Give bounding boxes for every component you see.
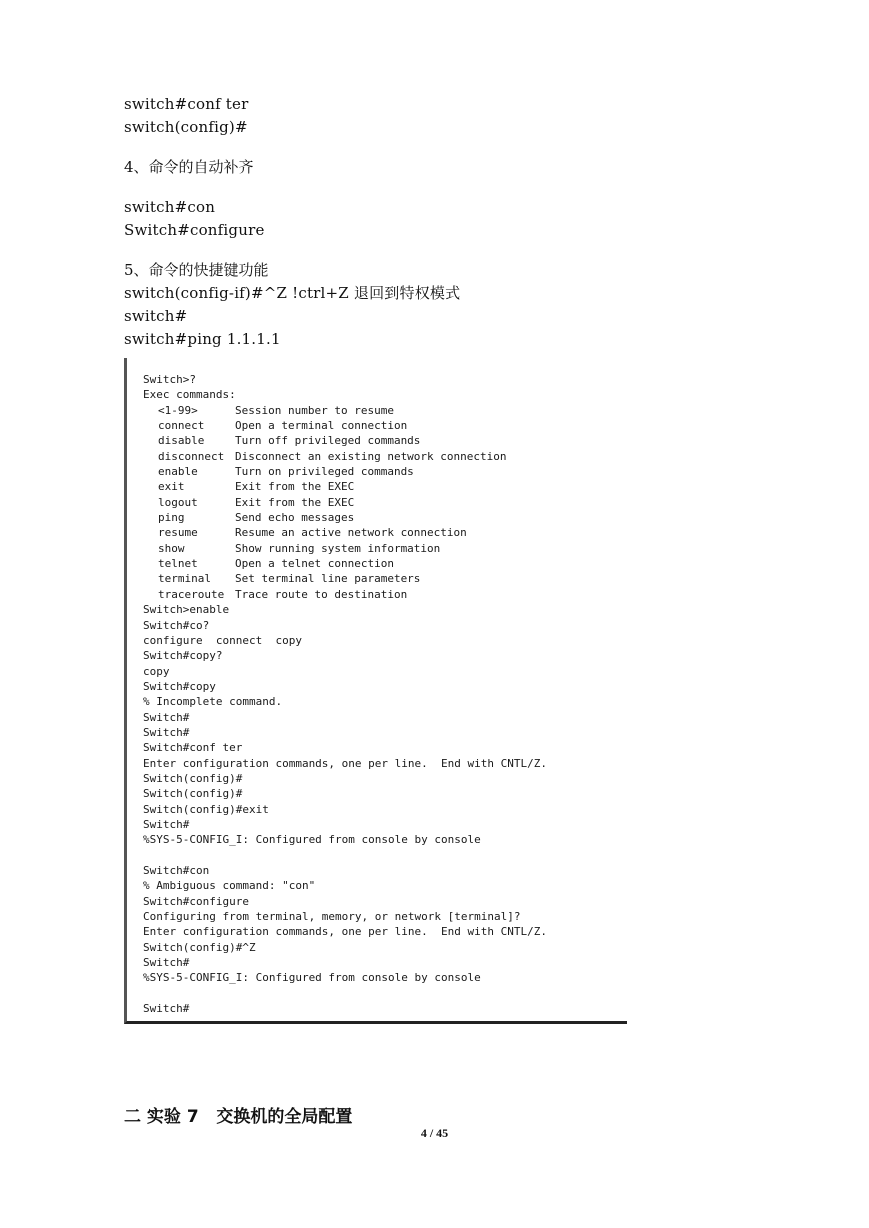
terminal-line: Switch#conf ter bbox=[143, 741, 243, 755]
command-row bbox=[143, 571, 547, 586]
terminal-line: Switch#copy bbox=[143, 679, 216, 693]
terminal-line: Switch(config)#^Z bbox=[143, 940, 256, 954]
command-name: enable bbox=[158, 465, 198, 479]
command-description: Resume an active network connection bbox=[235, 526, 467, 540]
command-description: Open a telnet connection bbox=[235, 557, 394, 571]
command-name: connect bbox=[158, 419, 205, 433]
command-row bbox=[143, 495, 547, 510]
terminal-line: Switch(config)#exit bbox=[143, 802, 269, 816]
command-name: terminal bbox=[158, 572, 211, 586]
command-description: Set terminal line parameters bbox=[235, 572, 421, 586]
terminal-line: Enter configuration commands, one per line. End with CNTL/Z. bbox=[143, 925, 547, 939]
command-name: logout bbox=[158, 495, 198, 509]
command-description: Turn on privileged commands bbox=[235, 465, 414, 479]
terminal-line bbox=[143, 986, 547, 1001]
terminal-line: %SYS-5-CONFIG_I: Configured from console by console bbox=[143, 971, 481, 985]
text-line: switch#ping 1.1.1.1 bbox=[124, 330, 281, 348]
command-row bbox=[143, 403, 547, 418]
terminal-line: Switch# bbox=[143, 956, 190, 970]
command-name: <1-99> bbox=[158, 403, 198, 417]
command-name: disconnect bbox=[158, 449, 225, 463]
terminal-line bbox=[143, 848, 547, 863]
command-name: disable bbox=[158, 434, 205, 448]
command-name: exit bbox=[158, 480, 185, 494]
command-row bbox=[143, 587, 547, 602]
command-row bbox=[143, 464, 547, 479]
command-description: Exit from the EXEC bbox=[235, 480, 355, 494]
command-description: Session number to resume bbox=[235, 403, 394, 417]
command-row bbox=[143, 449, 547, 464]
terminal-output bbox=[143, 372, 547, 1016]
command-description: Turn off privileged commands bbox=[235, 434, 421, 448]
terminal-line: % Ambiguous command: "con" bbox=[143, 879, 316, 893]
terminal-line: Switch>? bbox=[143, 373, 196, 386]
terminal-line: Switch#con bbox=[143, 864, 210, 877]
command-description: Exit from the EXEC bbox=[235, 495, 355, 509]
terminal-line: Switch# bbox=[143, 725, 190, 739]
command-row bbox=[143, 556, 547, 571]
terminal-line: %SYS-5-CONFIG_I: Configured from console by console bbox=[143, 833, 481, 847]
terminal-line: Switch# bbox=[143, 710, 190, 724]
terminal-line: % Incomplete command. bbox=[143, 695, 283, 709]
terminal-line: Switch>enable bbox=[143, 603, 230, 617]
section-title: 5、命令的快捷键功能 bbox=[124, 261, 269, 279]
command-name: resume bbox=[158, 526, 198, 540]
text-line: switch#conf ter bbox=[124, 95, 249, 113]
terminal-line: Exec commands: bbox=[143, 388, 236, 402]
command-name: ping bbox=[158, 511, 185, 525]
command-name: show bbox=[158, 541, 185, 555]
page-number: 4 / 45 bbox=[420, 1126, 449, 1140]
text-line: switch(config-if)#^Z !ctrl+Z 退回到特权模式 bbox=[124, 284, 461, 302]
terminal-line: Configuring from terminal, memory, or network [terminal]? bbox=[143, 910, 521, 924]
command-description: Trace route to destination bbox=[235, 587, 408, 601]
command-row bbox=[143, 479, 547, 494]
section-title: 4、命令的自动补齐 bbox=[124, 158, 254, 176]
terminal-screenshot bbox=[124, 358, 627, 1024]
command-description: Show running system information bbox=[235, 541, 441, 555]
command-description: Send echo messages bbox=[235, 511, 355, 525]
command-name: telnet bbox=[158, 557, 198, 571]
command-row bbox=[143, 433, 547, 448]
terminal-line: copy bbox=[143, 664, 170, 678]
terminal-line: Switch#co? bbox=[143, 618, 210, 632]
command-description: Disconnect an existing network connection bbox=[235, 449, 507, 463]
text-line: switch# bbox=[124, 307, 188, 325]
command-row bbox=[143, 525, 547, 540]
terminal-line: Switch(config)# bbox=[143, 787, 243, 801]
command-row bbox=[143, 510, 547, 525]
text-line: switch(config)# bbox=[124, 118, 248, 136]
terminal-line: Switch# bbox=[143, 817, 190, 831]
command-row bbox=[143, 541, 547, 556]
command-description: Open a terminal connection bbox=[235, 419, 408, 433]
terminal-line: Switch# bbox=[143, 1002, 190, 1016]
terminal-line: Switch#configure bbox=[143, 894, 249, 908]
text-line: switch#con bbox=[124, 198, 216, 216]
terminal-line: Switch#copy? bbox=[143, 649, 223, 663]
terminal-line: Enter configuration commands, one per line. End with CNTL/Z. bbox=[143, 756, 547, 770]
section-heading: 二 实验 7 交换机的全局配置 bbox=[124, 1107, 353, 1127]
text-line: Switch#configure bbox=[124, 221, 265, 239]
terminal-line: configure connect copy bbox=[143, 633, 302, 647]
command-row bbox=[143, 418, 547, 433]
command-name: traceroute bbox=[158, 587, 225, 601]
terminal-line: Switch(config)# bbox=[143, 771, 243, 785]
